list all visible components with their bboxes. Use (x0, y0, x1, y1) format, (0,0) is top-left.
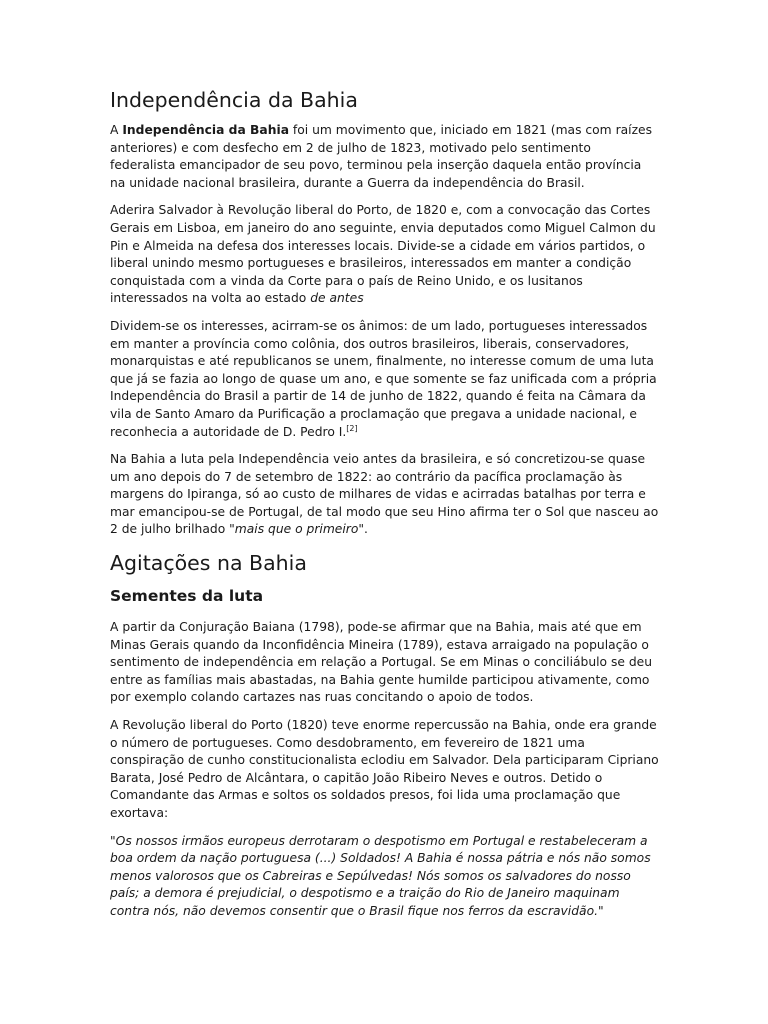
text: Dividem-se os interesses, acirram-se os ânimos: de um lado, portugueses interessados em manter a província como colônia, dos outros brasileiros, liberais, conservadores, monarquistas e até republicanos se unem, finalmente, no interesse comum de uma luta que já se fazia ao longo de quase um ano, e que somente se faz unificada com a própria Independência do Brasil a partir de 14 de junho de 1822, quando é feita na Câmara da vila de Santo Amaro da Purificação a proclamação que pregava a unidade nacional, e reconhecia a autoridade de D. Pedro I. (110, 318, 657, 439)
subsection-heading: Sementes da luta (110, 587, 264, 606)
page-title: Independência da Bahia (110, 88, 358, 112)
quote-mark: " (598, 903, 604, 918)
text: Aderira Salvador à Revolução liberal do Porto, de 1820 e, com a convocação das Cortes Gerais em Lisboa, em janeiro do ano seguinte, envia deputados como Miguel Calmon du Pin e Almeida na defesa dos interesses locais. Divide-se a cidade em vários partidos, o liberal unindo mesmo portugueses e brasileiros, interessados em manter a condição conquistada com a vinda da Corte para o país de Reino Unido, e os lusitanos interessados na volta ao estado (110, 203, 656, 306)
paragraph-intro (110, 122, 660, 192)
paragraph-luta (110, 451, 660, 539)
text: Na Bahia a luta pela Independência veio antes da brasileira, e só concretizou-se quase um ano depois do 7 de setembro de 1822: ao contrário da pacífica proclamação às margens do Ipiranga, só ao custo de milhares de vidas e acirradas batalhas por terra e mar emancipou-se de Portugal, de tal modo que seu Hino afirma ter o Sol que nasceu ao 2 de julho brilhado " (110, 452, 659, 537)
bold-term: Independência da Bahia (122, 123, 289, 137)
quote-mark: " (110, 833, 116, 848)
paragraph-interesses (110, 318, 660, 441)
text: A (110, 123, 123, 137)
section-heading: Agitações na Bahia (110, 551, 307, 576)
paragraph-salvador (110, 202, 660, 308)
text: foi um movimento que, iniciado em 1821 (mas com raízes anteriores) e com desfecho em 2 de julho de 1823, motivado pelo sentimento federalista emancipador de seu povo, terminou pela inserção daquela então província na unidade nacional brasileira, durante a Guerra da independência do Brasil. (110, 123, 653, 190)
italic-quote: mais que o primeiro (234, 522, 359, 537)
paragraph-conjuracao: A partir da Conjuração Baiana (1798), pode-se afirmar que na Bahia, mais até que em Minas Gerais quando da Inconfidência Mineira (1789), estava arraigado na população o sentimento de independência em relação a Portugal. Se em Minas o conciliábulo se deu entre as famílias mais abastadas, na Bahia gente humilde participou ativamente, como por exemplo colando cartazes nas ruas concitando o apoio de todos. (110, 620, 653, 705)
reference-link[interactable]: [2] (346, 423, 358, 433)
paragraph-revolucao: A Revolução liberal do Porto (1820) teve enorme repercussão na Bahia, onde era grande o número de portugueses. Como desdobramento, em fevereiro de 1821 uma conspiração de cunho constitucionalista eclodiu em Salvador. Dela participaram Cipriano Barata, José Pedro de Alcântara, o capitão João Ribeiro Neves e outros. Detido o Comandante das Armas e soltos os soldados presos, foi lida uma proclamação que exortava: (110, 718, 659, 820)
italic-term: de antes (310, 291, 364, 306)
paragraph-quote (110, 833, 660, 921)
text: ". (358, 522, 368, 537)
quote-text: Os nossos irmãos europeus derrotaram o despotismo em Portugal e restabeleceram a boa ordem da nação portuguesa (...) Soldados! A Bahia é nossa pátria e nós não somos menos valorosos que os Cabreiras e Sepúlvedas! Nós somos os salvadores do nosso país; a demora é prejudicial, o despotismo e a traição do Rio de Janeiro maquinam contra nós, não devemos consentir que o Brasil fique nos ferros da escravidão. (110, 833, 651, 918)
